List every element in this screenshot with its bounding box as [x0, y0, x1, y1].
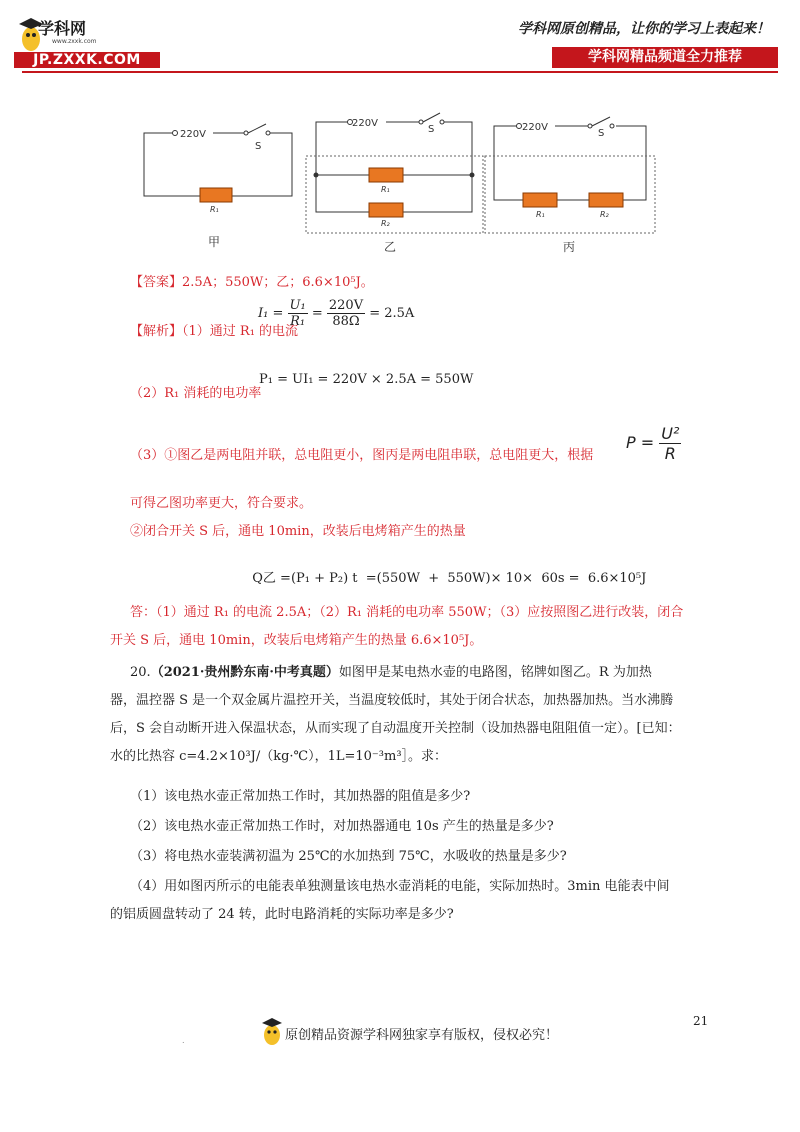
frac-den: R₁	[290, 314, 306, 329]
logo	[10, 8, 170, 72]
question-line-3	[110, 719, 681, 739]
answer-text: 2.5A；550W；乙；6.6×10⁵J。	[182, 275, 374, 290]
question-text-l4: 水的比热容 c=4.2×10³J/（kg·℃），1L=10⁻³m³］。求：	[110, 749, 448, 764]
formula-current-lhs: I₁ =	[258, 306, 284, 321]
yi-voltage: 220V	[352, 118, 378, 129]
jia-voltage: 220V	[180, 129, 206, 140]
subquestion-3-text: （3）将电热水壶装满初温为 25℃的水加热到 75℃，水吸收的热量是多少?	[130, 849, 567, 864]
analysis-p2-text: （2）R₁ 消耗的电功率	[130, 386, 262, 401]
subquestion-1-text: （1）该电热水壶正常加热工作时，其加热器的阻值是多少?	[130, 789, 471, 804]
circuit-jia	[144, 124, 292, 202]
yi-r2-label: R₂	[381, 219, 390, 228]
bing-switch: S	[598, 128, 605, 139]
frac-r: R	[664, 444, 676, 463]
subquestion-4-text-l1: （4）用如图丙所示的电能表单独测量该电热水壶消耗的电能，实际加热时。3min 电能表中间	[130, 879, 670, 894]
formula-eq: =	[311, 306, 323, 321]
answer-label: 【答案】	[130, 275, 183, 290]
header-divider	[22, 71, 778, 73]
header-slogan: 学科网原创精品，让你的学习上表起来！	[518, 21, 770, 37]
question-number: 20.	[130, 665, 151, 680]
formula-heat-text: Q乙 =(P₁ + P₂) t =(550W + 550W)× 10× 60s = 6.6×10⁵J	[252, 571, 647, 586]
formula-current	[258, 298, 414, 329]
frac-num-value: 220V	[328, 298, 364, 313]
analysis-p4	[130, 522, 466, 542]
footer-mascot-icon	[260, 1016, 284, 1046]
analysis-p2	[130, 384, 261, 404]
analysis-p3-cont-text: 可得乙图功率更大，符合要求。	[130, 496, 313, 511]
analysis-p3-text: （3）①图乙是两电阻并联，总电阻更小，图丙是两电阻串联，总电阻更大，根据	[130, 448, 594, 463]
circuit-bing	[485, 117, 655, 233]
frac-values	[327, 298, 365, 329]
question-source: （2021·贵州黔东南·中考真题）	[150, 665, 339, 680]
frac-num: U₁	[289, 298, 306, 313]
frac-u2: U²	[661, 424, 680, 443]
bing-r2-label: R₂	[600, 210, 609, 219]
formula-power-text: P₁ = UI₁ = 220V × 2.5A = 550W	[259, 372, 474, 387]
subquestion-2-text: （2）该电热水壶正常加热工作时，对加热器通电 10s 产生的热量是多少?	[130, 819, 554, 834]
bing-r1-label: R₁	[536, 210, 545, 219]
conclusion-l2	[110, 631, 482, 651]
logo-domain: JP.ZXXK.COM	[14, 52, 160, 68]
formula-current-result: = 2.5A	[369, 306, 415, 321]
yi-switch: S	[428, 124, 435, 135]
formula-power	[259, 372, 473, 387]
conclusion-l2-text: 开关 S 后，通电 10min，改装后电烤箱产生的热量 6.6×10⁵J。	[110, 633, 483, 648]
frac-u-over-r	[288, 298, 308, 329]
question-line-4	[110, 747, 447, 767]
jia-resistor-label: R₁	[210, 205, 219, 214]
jia-switch: S	[255, 141, 262, 152]
bing-voltage: 220V	[522, 122, 548, 133]
formula-p-u2-r	[626, 424, 681, 463]
conclusion-l1-text: 答：（1）通过 R₁ 的电流 2.5A；（2）R₁ 消耗的电功率 550W；（3）应按照图乙进行改装，闭合	[130, 605, 684, 620]
subquestion-3	[130, 847, 567, 867]
subquestion-4	[130, 877, 670, 897]
subquestion-1	[130, 787, 470, 807]
logo-text: 学科网	[38, 19, 87, 38]
question-line-1	[130, 663, 652, 683]
formula-p-lhs: P =	[626, 433, 655, 452]
analysis-label: 【解析】	[130, 324, 183, 339]
question-text-l3: 后，S 会自动断开进入保温状态，从而实现了自动温度开关控制（设加热器电阻阻值一定）。[已知：	[110, 721, 681, 736]
circuit-yi	[306, 113, 483, 233]
footer-copyright: 原创精品资源学科网独家享有版权，侵权必究！	[285, 1028, 559, 1043]
subquestion-2	[130, 817, 554, 837]
circuit-figures	[138, 104, 658, 264]
yi-r1-label: R₁	[381, 185, 390, 194]
question-text-l1: 如图甲是某电热水壶的电路图，铭牌如图乙。R 为加热	[338, 665, 652, 680]
subquestion-4-cont	[110, 905, 454, 925]
logo-sub: www.zxxk.com	[52, 38, 97, 45]
conclusion-l1	[130, 603, 683, 623]
page-number: 21	[693, 1014, 709, 1028]
footer-dot: .	[182, 1036, 185, 1045]
frac-u2-over-r	[659, 424, 681, 463]
header-channel: 学科网精品频道全力推荐	[552, 47, 778, 68]
answer-line	[130, 273, 374, 293]
jia-caption: 甲	[208, 235, 221, 249]
question-text-l2: 器，温控器 S 是一个双金属片温控开关，当温度较低时，其处于闭合状态，加热器加热。当水沸腾	[110, 693, 674, 708]
frac-den-value: 88Ω	[332, 314, 360, 329]
yi-caption: 乙	[384, 240, 397, 254]
question-line-2	[110, 691, 673, 711]
bing-caption: 丙	[563, 240, 576, 254]
analysis-p3-cont	[130, 494, 312, 514]
formula-heat	[244, 552, 646, 586]
analysis-p1-text: （1）通过 R₁ 的电流	[182, 324, 299, 339]
subquestion-4-text-l2: 的铝质圆盘转动了 24 转，此时电路消耗的实际功率是多少?	[110, 907, 454, 922]
analysis-p3	[130, 446, 593, 466]
analysis-p4-text: ②闭合开关 S 后，通电 10min，改装后电烤箱产生的热量	[130, 524, 466, 539]
